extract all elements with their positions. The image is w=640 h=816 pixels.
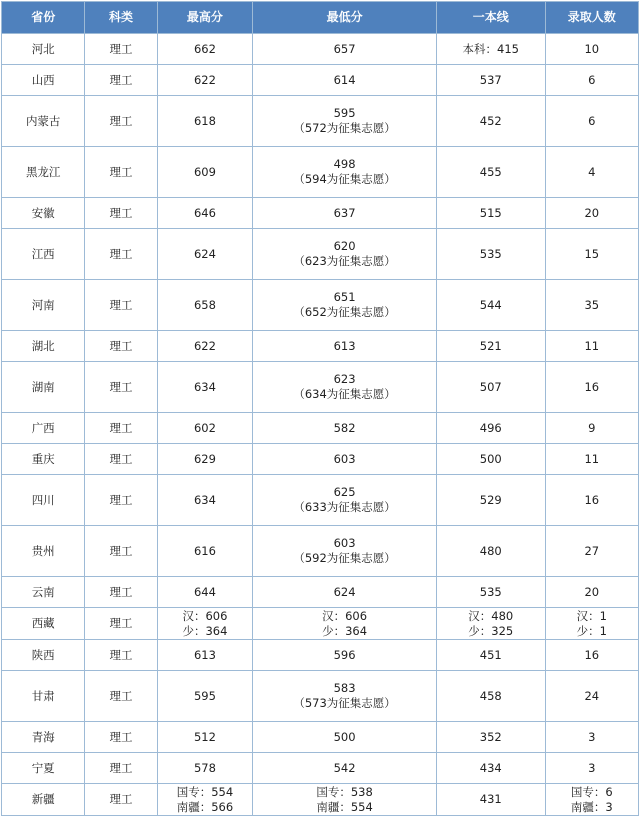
max-score-cell [157, 753, 252, 784]
max-score-cell-line: 618 [193, 113, 216, 128]
tier-one-line-cell-line: 496 [479, 420, 502, 435]
max-score-cell-line: 658 [193, 297, 216, 312]
tier-one-line-cell [437, 444, 546, 475]
tier-one-line-cell-line: 汉：480 [468, 608, 514, 623]
max-score-cell [157, 65, 252, 96]
table-row [2, 96, 639, 147]
admitted-count-cell-line: 16 [584, 647, 600, 662]
province-cell: 黑龙江 [2, 147, 85, 198]
min-score-cell-line: 583 [333, 681, 356, 695]
min-score-cell-line: （652为征集志愿） [293, 305, 396, 319]
tier-one-line-cell [437, 362, 546, 413]
admitted-count-cell-line: 24 [584, 688, 600, 703]
header-min-score: 最低分 [253, 2, 437, 34]
province-cell: 青海 [2, 722, 85, 753]
admitted-count-cell [545, 280, 638, 331]
admitted-count-cell [545, 753, 638, 784]
max-score-cell-line: 国专：554 [176, 784, 234, 799]
header-subject-type: 科类 [85, 2, 157, 34]
province-cell: 宁夏 [2, 753, 85, 784]
admitted-count-cell [545, 413, 638, 444]
province-cell: 西藏 [2, 608, 85, 640]
province-cell: 陕西 [2, 640, 85, 671]
tier-one-line-cell [437, 671, 546, 722]
min-score-cell-line: （572为征集志愿） [293, 121, 396, 135]
province-cell: 云南 [2, 577, 85, 608]
tier-one-line-cell-line: 434 [479, 760, 502, 775]
admitted-count-cell-line: 11 [584, 451, 600, 466]
admitted-count-cell [545, 229, 638, 280]
province-cell: 安徽 [2, 198, 85, 229]
admitted-count-cell-line: 6 [588, 113, 596, 128]
subject-type-cell: 理工 [85, 280, 157, 331]
table-row [2, 331, 639, 362]
tier-one-line-cell-line: 455 [479, 164, 502, 179]
subject-type-cell: 理工 [85, 753, 157, 784]
subject-type-cell: 理工 [85, 331, 157, 362]
tier-one-line-cell [437, 96, 546, 147]
tier-one-line-cell-line: 480 [479, 543, 502, 558]
max-score-cell-line: 汉：606 [182, 608, 228, 623]
subject-type-cell: 理工 [85, 198, 157, 229]
subject-type-cell: 理工 [85, 444, 157, 475]
admitted-count-cell-line: 4 [588, 164, 596, 179]
header-row [2, 2, 639, 34]
tier-one-line-cell-line: 本科：415 [462, 41, 519, 56]
max-score-cell-line: 624 [193, 246, 216, 261]
min-score-cell [253, 577, 437, 608]
subject-type-cell: 理工 [85, 96, 157, 147]
admitted-count-cell-line: 南疆：3 [570, 799, 613, 814]
min-score-cell-line: （594为征集志愿） [293, 172, 396, 186]
min-score-cell [253, 331, 437, 362]
admitted-count-cell [545, 96, 638, 147]
table-row [2, 65, 639, 96]
tier-one-line-cell-line: 500 [479, 451, 502, 466]
min-score-cell-line: （592为征集志愿） [293, 551, 396, 565]
tier-one-line-cell-line: 少：325 [468, 623, 514, 638]
min-score-cell [253, 280, 437, 331]
admitted-count-cell [545, 34, 638, 65]
admitted-count-cell-line: 9 [588, 420, 596, 435]
tier-one-line-cell-line: 352 [479, 729, 502, 744]
max-score-cell [157, 362, 252, 413]
tier-one-line-cell [437, 34, 546, 65]
subject-type-cell: 理工 [85, 671, 157, 722]
tier-one-line-cell [437, 475, 546, 526]
max-score-cell [157, 722, 252, 753]
table-row [2, 198, 639, 229]
max-score-cell [157, 608, 252, 640]
province-cell: 湖北 [2, 331, 85, 362]
min-score-cell-line: 603 [333, 451, 356, 466]
max-score-cell-line: 少：364 [182, 623, 228, 638]
table-row [2, 671, 639, 722]
tier-one-line-cell [437, 608, 546, 640]
max-score-cell-line: 634 [193, 492, 216, 507]
table-row [2, 608, 639, 640]
table-row [2, 413, 639, 444]
tier-one-line-cell [437, 413, 546, 444]
table-row [2, 577, 639, 608]
table-row [2, 147, 639, 198]
tier-one-line-cell [437, 198, 546, 229]
min-score-cell-line: 542 [333, 760, 356, 775]
max-score-cell-line: 602 [193, 420, 216, 435]
max-score-cell-line: 616 [193, 543, 216, 558]
min-score-cell [253, 362, 437, 413]
min-score-cell-line: （573为征集志愿） [293, 696, 396, 710]
max-score-cell-line: 662 [193, 41, 216, 56]
admitted-count-cell-line: 15 [584, 246, 600, 261]
admitted-count-cell-line: 16 [584, 492, 600, 507]
province-cell: 甘肃 [2, 671, 85, 722]
admitted-count-cell [545, 722, 638, 753]
subject-type-cell: 理工 [85, 722, 157, 753]
tier-one-line-cell-line: 535 [479, 584, 502, 599]
min-score-cell [253, 65, 437, 96]
max-score-cell [157, 198, 252, 229]
tier-one-line-cell [437, 526, 546, 577]
max-score-cell [157, 34, 252, 65]
max-score-cell [157, 147, 252, 198]
admitted-count-cell-line: 6 [588, 72, 596, 87]
table-body [2, 34, 639, 816]
tier-one-line-cell-line: 431 [479, 792, 502, 806]
min-score-cell [253, 444, 437, 475]
admitted-count-cell [545, 198, 638, 229]
tier-one-line-cell [437, 753, 546, 784]
subject-type-cell: 理工 [85, 229, 157, 280]
tier-one-line-cell [437, 280, 546, 331]
admitted-count-cell-line: 16 [584, 379, 600, 394]
table-row [2, 753, 639, 784]
max-score-cell-line: 644 [193, 584, 216, 599]
table-row [2, 229, 639, 280]
min-score-cell-line: 625 [333, 485, 356, 499]
min-score-cell-line: 少：364 [322, 623, 368, 638]
max-score-cell-line: 578 [193, 760, 216, 775]
min-score-cell-line: 595 [333, 106, 356, 120]
header-province: 省份 [2, 2, 85, 34]
tier-one-line-cell [437, 577, 546, 608]
max-score-cell-line: 613 [193, 647, 216, 662]
tier-one-line-cell-line: 544 [479, 297, 502, 312]
tier-one-line-cell [437, 640, 546, 671]
admitted-count-cell [545, 526, 638, 577]
min-score-cell-line: （623为征集志愿） [293, 254, 396, 268]
min-score-cell-line: 汉：606 [322, 608, 368, 623]
header-admitted-count: 录取人数 [545, 2, 638, 34]
subject-type-cell: 理工 [85, 362, 157, 413]
subject-type-cell: 理工 [85, 65, 157, 96]
admitted-count-cell-line: 3 [588, 760, 596, 775]
min-score-cell [253, 526, 437, 577]
min-score-cell-line: 651 [333, 290, 356, 304]
admitted-count-cell-line: 35 [584, 297, 600, 312]
min-score-cell [253, 475, 437, 526]
subject-type-cell: 理工 [85, 475, 157, 526]
min-score-cell-line: 南疆：554 [316, 799, 373, 814]
min-score-cell-line: 624 [333, 584, 356, 599]
min-score-cell-line: 596 [333, 647, 356, 662]
header-max-score: 最高分 [157, 2, 252, 34]
admitted-count-cell-line: 20 [584, 205, 600, 220]
max-score-cell [157, 784, 252, 816]
max-score-cell [157, 671, 252, 722]
min-score-cell [253, 413, 437, 444]
min-score-cell-line: （633为征集志愿） [293, 500, 396, 514]
max-score-cell [157, 229, 252, 280]
tier-one-line-cell [437, 65, 546, 96]
tier-one-line-cell-line: 521 [479, 338, 502, 353]
province-cell: 四川 [2, 475, 85, 526]
admitted-count-cell-line: 10 [584, 41, 600, 56]
admitted-count-cell-line: 汉：1 [576, 608, 607, 623]
min-score-cell [253, 229, 437, 280]
tier-one-line-cell [437, 784, 546, 816]
table-row [2, 722, 639, 753]
province-cell: 山西 [2, 65, 85, 96]
tier-one-line-cell-line: 537 [479, 72, 502, 87]
province-cell: 新疆 [2, 784, 85, 816]
min-score-cell [253, 753, 437, 784]
table-row [2, 784, 639, 816]
province-cell: 河北 [2, 34, 85, 65]
tier-one-line-cell-line: 507 [479, 379, 502, 394]
subject-type-cell: 理工 [85, 147, 157, 198]
max-score-cell-line: 622 [193, 72, 216, 87]
admitted-count-cell [545, 608, 638, 640]
min-score-cell-line: 657 [333, 41, 356, 56]
province-cell: 广西 [2, 413, 85, 444]
table-row [2, 280, 639, 331]
min-score-cell [253, 147, 437, 198]
max-score-cell [157, 577, 252, 608]
min-score-cell-line: 623 [333, 372, 356, 386]
max-score-cell-line: 609 [193, 164, 216, 179]
min-score-cell [253, 96, 437, 147]
min-score-cell [253, 671, 437, 722]
admitted-count-cell-line: 少：1 [576, 623, 607, 638]
tier-one-line-cell-line: 535 [479, 246, 502, 261]
tier-one-line-cell [437, 147, 546, 198]
min-score-cell-line: （634为征集志愿） [293, 387, 396, 401]
table-row [2, 34, 639, 65]
min-score-cell [253, 784, 437, 816]
min-score-cell-line: 582 [333, 420, 356, 435]
max-score-cell [157, 331, 252, 362]
max-score-cell-line: 512 [193, 729, 216, 744]
max-score-cell [157, 413, 252, 444]
admitted-count-cell [545, 577, 638, 608]
province-cell: 江西 [2, 229, 85, 280]
admitted-count-cell [545, 331, 638, 362]
min-score-cell [253, 608, 437, 640]
max-score-cell [157, 475, 252, 526]
min-score-cell-line: 613 [333, 338, 356, 353]
admitted-count-cell [545, 784, 638, 816]
max-score-cell-line: 南疆：566 [176, 799, 234, 814]
tier-one-line-cell-line: 529 [479, 492, 502, 507]
subject-type-cell: 理工 [85, 577, 157, 608]
max-score-cell [157, 96, 252, 147]
min-score-cell-line: 620 [333, 239, 356, 253]
tier-one-line-cell-line: 458 [479, 688, 502, 703]
max-score-cell [157, 280, 252, 331]
min-score-cell-line: 国专：538 [316, 784, 373, 799]
min-score-cell [253, 198, 437, 229]
min-score-cell [253, 722, 437, 753]
min-score-cell-line: 603 [333, 536, 356, 550]
subject-type-cell: 理工 [85, 413, 157, 444]
min-score-cell-line: 500 [333, 729, 356, 744]
admitted-count-cell [545, 147, 638, 198]
admitted-count-cell [545, 65, 638, 96]
admitted-count-cell [545, 475, 638, 526]
min-score-cell-line: 498 [333, 157, 356, 171]
max-score-cell [157, 640, 252, 671]
subject-type-cell: 理工 [85, 608, 157, 640]
max-score-cell-line: 646 [193, 205, 216, 220]
table-row [2, 526, 639, 577]
tier-one-line-cell [437, 331, 546, 362]
admitted-count-cell-line: 20 [584, 584, 600, 599]
subject-type-cell: 理工 [85, 526, 157, 577]
min-score-cell [253, 34, 437, 65]
max-score-cell [157, 444, 252, 475]
admitted-count-cell-line: 国专：6 [570, 784, 613, 799]
table-row [2, 475, 639, 526]
admission-score-table [1, 1, 639, 816]
min-score-cell [253, 640, 437, 671]
tier-one-line-cell-line: 452 [479, 113, 502, 128]
admitted-count-cell [545, 640, 638, 671]
province-cell: 湖南 [2, 362, 85, 413]
max-score-cell-line: 634 [193, 379, 216, 394]
header-tier-one-line: 一本线 [437, 2, 546, 34]
table-row [2, 640, 639, 671]
admitted-count-cell-line: 11 [584, 338, 600, 353]
admitted-count-cell [545, 444, 638, 475]
max-score-cell-line: 595 [193, 688, 216, 703]
min-score-cell-line: 614 [333, 72, 356, 87]
province-cell: 河南 [2, 280, 85, 331]
admitted-count-cell [545, 671, 638, 722]
subject-type-cell: 理工 [85, 640, 157, 671]
province-cell: 内蒙古 [2, 96, 85, 147]
table-row [2, 362, 639, 413]
max-score-cell-line: 629 [193, 451, 216, 466]
admitted-count-cell-line: 27 [584, 543, 600, 558]
province-cell: 贵州 [2, 526, 85, 577]
province-cell: 重庆 [2, 444, 85, 475]
max-score-cell [157, 526, 252, 577]
tier-one-line-cell [437, 229, 546, 280]
subject-type-cell: 理工 [85, 34, 157, 65]
min-score-cell-line: 637 [333, 205, 356, 220]
table-row [2, 444, 639, 475]
admitted-count-cell-line: 3 [588, 729, 596, 744]
subject-type-cell: 理工 [85, 784, 157, 816]
admitted-count-cell [545, 362, 638, 413]
tier-one-line-cell-line: 451 [479, 647, 502, 662]
max-score-cell-line: 622 [193, 338, 216, 353]
tier-one-line-cell [437, 722, 546, 753]
tier-one-line-cell-line: 515 [479, 205, 502, 220]
